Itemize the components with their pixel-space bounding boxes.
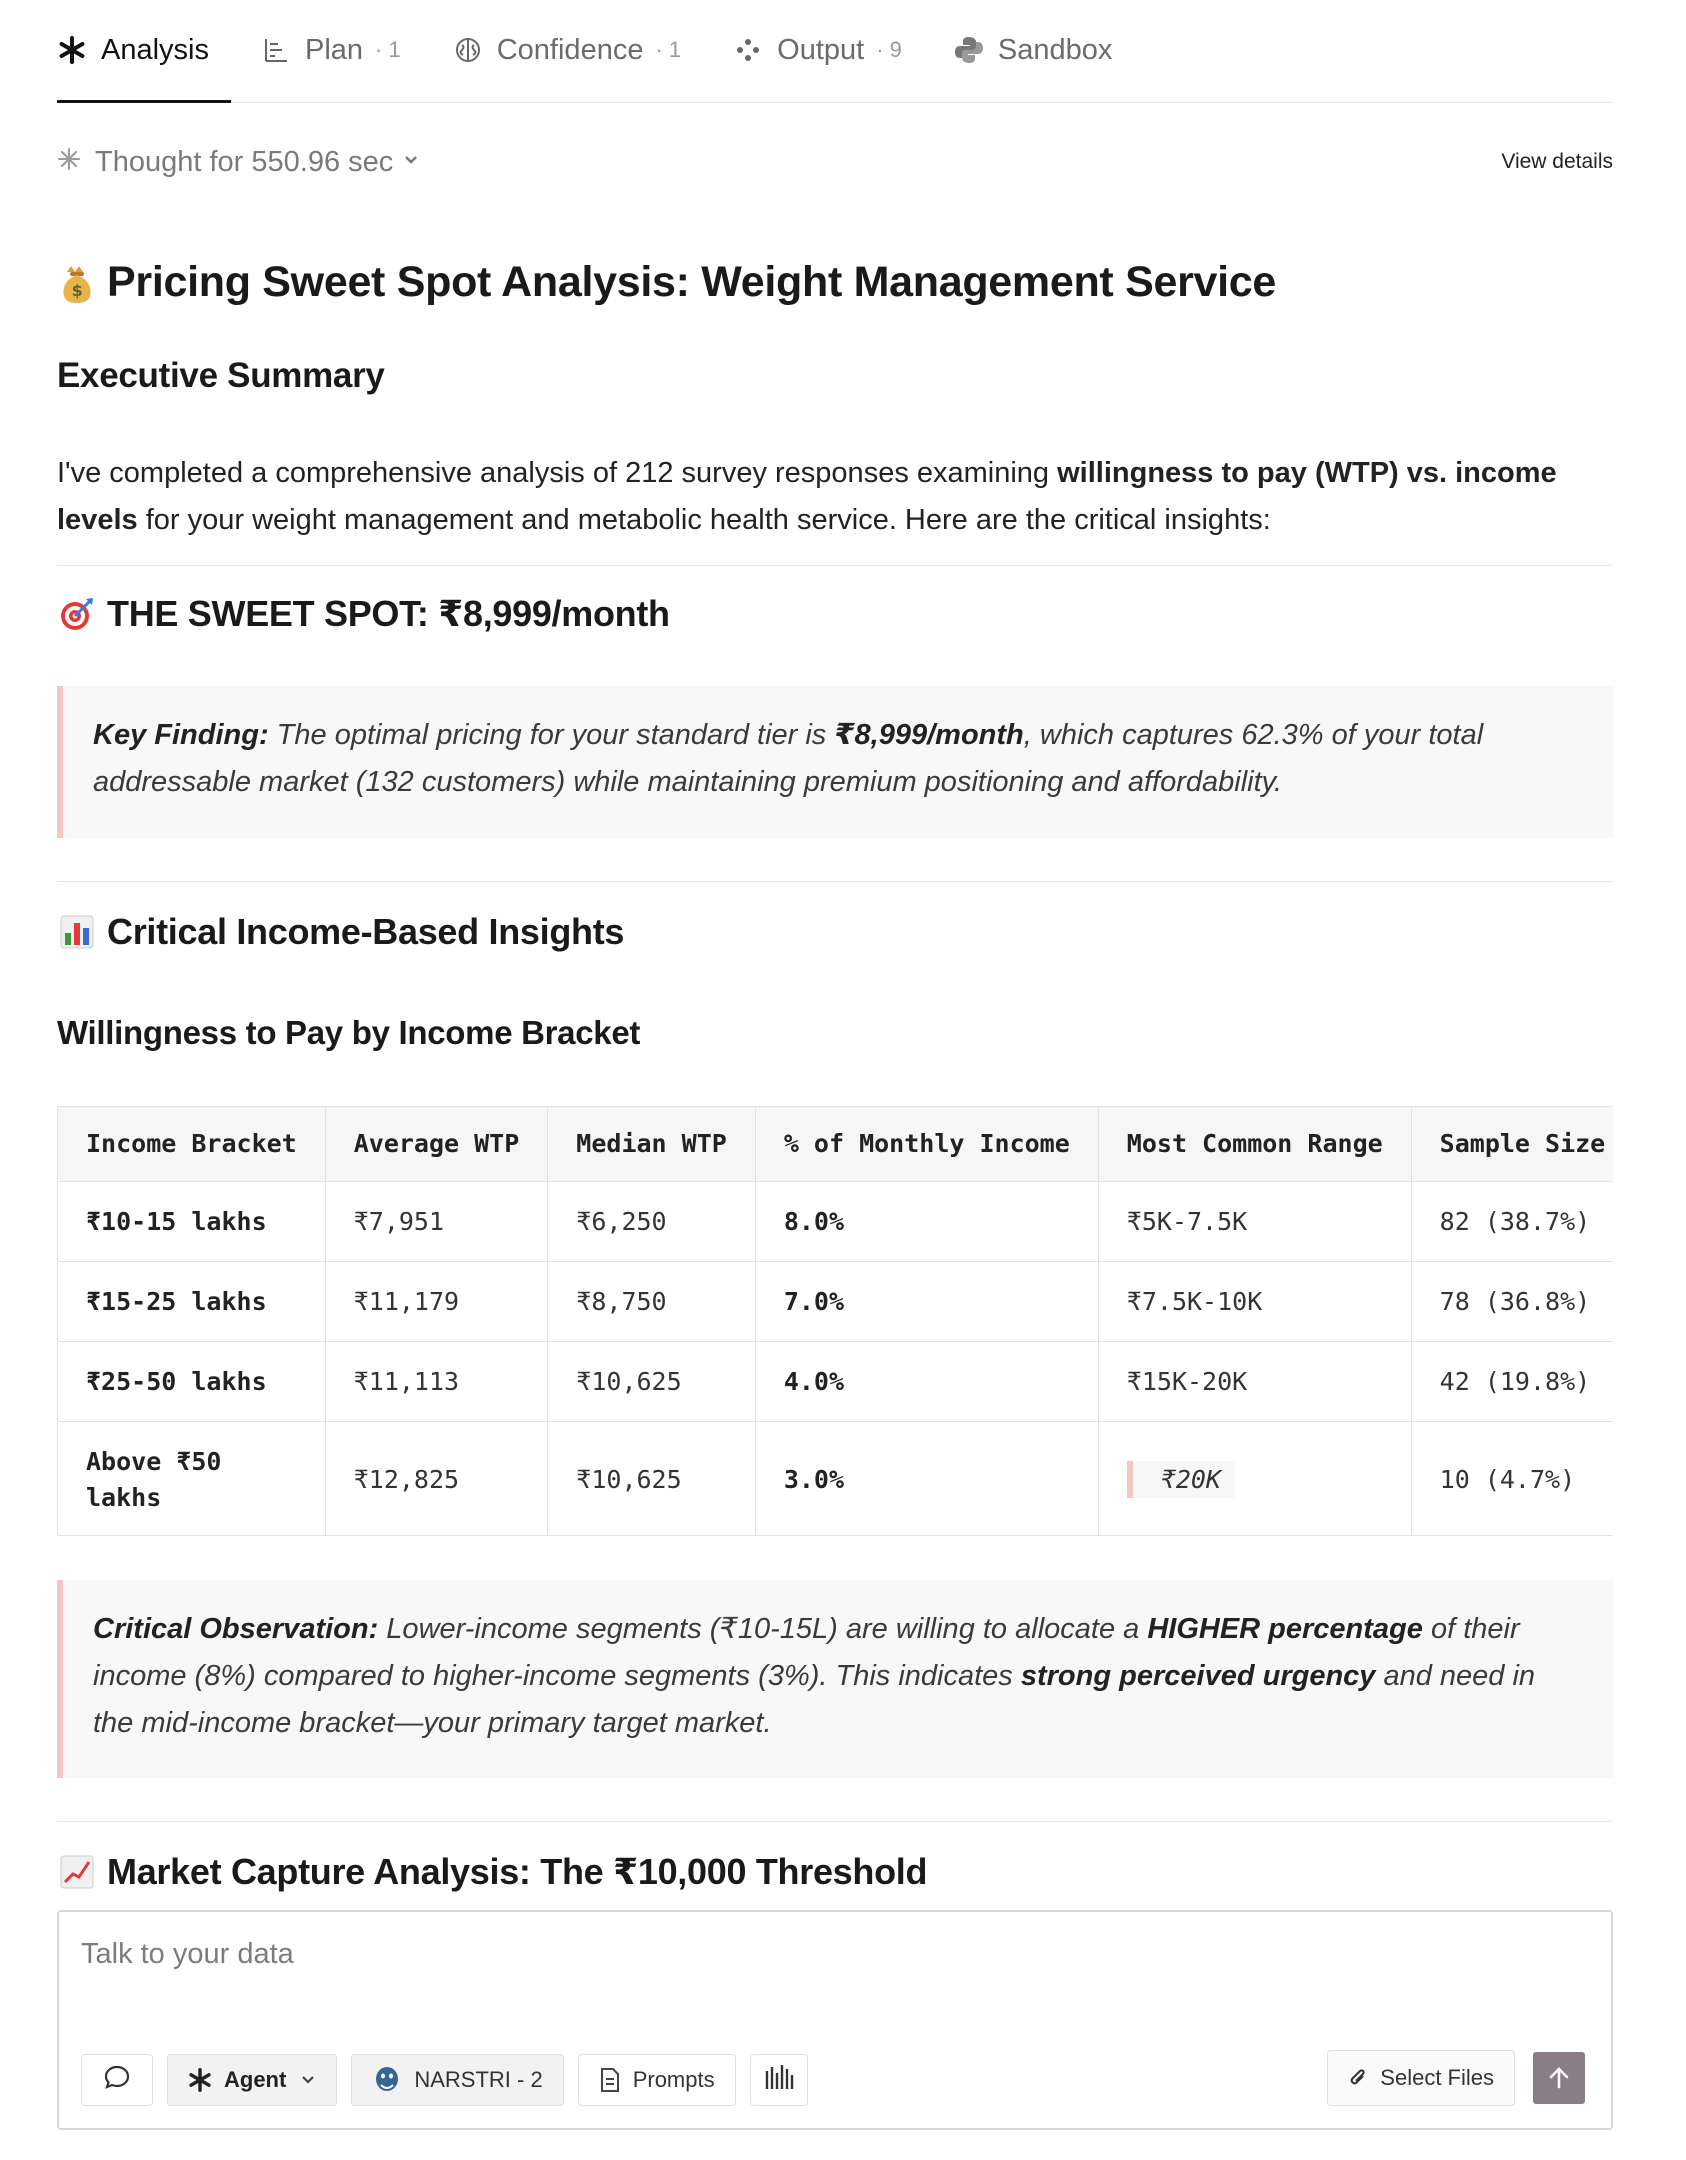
tab-label: Confidence (496, 33, 644, 66)
main-content (57, 0, 1613, 2092)
key-finding-text-2: , which captures 62.3% of your total addressable market (132 customers) while maintaining premium positioning and affordability. (93, 719, 1484, 798)
tab-count: · 1 (655, 37, 682, 62)
select-files-button[interactable] (1327, 2050, 1515, 2106)
table-header-row (58, 1107, 1613, 1181)
cell: ₹6,250 (548, 1181, 756, 1261)
prompts-label: Prompts (632, 2067, 715, 2092)
observation-text-2: of their income (8%) compared to higher-income segments (3%). This indicates (93, 1613, 1520, 1692)
cell: ₹5K-7.5K (1098, 1181, 1411, 1261)
divider (57, 881, 1613, 882)
composer-toolbar (81, 2054, 822, 2106)
prompts-button[interactable] (578, 2054, 736, 2106)
tab-label: Sandbox (997, 33, 1113, 66)
cell: 42 (19.8%) (1411, 1341, 1613, 1421)
tab-confidence[interactable] (453, 0, 681, 100)
tab-bar (57, 0, 1613, 103)
wtp-table-container[interactable] (57, 1106, 1613, 1536)
tab-label: Output (777, 33, 865, 66)
cell: ₹15-25 lakhs (58, 1261, 325, 1341)
sparkle-icon (57, 147, 81, 178)
col-header: Most Common Range (1098, 1107, 1411, 1181)
intro-text-2: for your weight management and metabolic health service. Here are the critical insights: (137, 504, 1271, 536)
document-icon (599, 2067, 621, 2093)
executive-summary-heading: Executive Summary (57, 356, 385, 395)
agent-label: Agent (224, 2067, 287, 2092)
chat-composer (57, 1910, 1613, 2130)
col-header: Median WTP (548, 1107, 756, 1181)
cell: ₹25-50 lakhs (58, 1341, 325, 1421)
bar-list-icon (261, 35, 291, 65)
database-selector[interactable] (351, 2054, 563, 2106)
table-row (58, 1261, 1613, 1341)
target-icon (57, 592, 97, 636)
cell: ₹12,825 (325, 1421, 548, 1536)
tab-count: · 1 (375, 37, 401, 62)
nodes-icon (733, 35, 763, 65)
market-capture-text: Market Capture Analysis: The ₹10,000 Threshold (107, 1851, 928, 1892)
postgres-icon (372, 2065, 402, 2095)
key-finding-price: ₹8,999/month (834, 719, 1024, 751)
cell: 4.0% (755, 1341, 1098, 1421)
cell: 8.0% (755, 1181, 1098, 1261)
cell: 3.0% (755, 1421, 1098, 1536)
cell: ₹10,625 (548, 1341, 756, 1421)
col-header: Sample Size (1411, 1107, 1613, 1181)
sweet-spot-heading (57, 592, 670, 636)
tab-sandbox[interactable] (954, 0, 1113, 100)
thought-duration[interactable]: Thought for 550.96 sec (95, 145, 394, 178)
critical-observation-callout (57, 1580, 1613, 1778)
chat-input[interactable]: Talk to your data (81, 1938, 294, 1970)
observation-bold-2: strong perceived urgency (1020, 1660, 1376, 1692)
cell: Above ₹50 lakhs (58, 1421, 325, 1536)
table-title: Willingness to Pay by Income Bracket (57, 1014, 641, 1051)
observation-text: Lower-income segments (₹10-15L) are willing to allocate a (378, 1613, 1148, 1645)
insights-heading (57, 910, 624, 954)
view-details-link[interactable]: View details (1501, 150, 1613, 173)
col-header: Average WTP (325, 1107, 548, 1181)
thought-row (57, 138, 1613, 186)
table-row (58, 1421, 1613, 1536)
divider (57, 565, 1613, 566)
key-finding-label: Key Finding: (93, 719, 269, 751)
highlighted-range: ₹20K (1127, 1461, 1235, 1498)
cell: 10 (4.7%) (1411, 1421, 1613, 1536)
table-row (58, 1341, 1613, 1421)
insights-text: Critical Income-Based Insights (107, 911, 625, 952)
cell: ₹7,951 (325, 1181, 548, 1261)
database-label: NARSTRI - 2 (414, 2067, 543, 2092)
cell: ₹11,113 (325, 1341, 548, 1421)
asterisk-icon (188, 2068, 212, 2092)
cell: ₹10,625 (548, 1421, 756, 1536)
chat-mode-button[interactable] (81, 2054, 153, 2106)
tab-label: Analysis (101, 33, 209, 66)
tab-plan[interactable] (261, 0, 401, 100)
tab-analysis[interactable] (57, 0, 209, 100)
money-bag-icon (57, 261, 97, 305)
intro-paragraph (57, 450, 1613, 544)
chevron-down-icon (300, 2074, 316, 2086)
tab-label: Plan (305, 33, 364, 66)
page-title (57, 258, 1276, 307)
agent-dropdown[interactable] (167, 2054, 337, 2106)
svg-text:$: $ (71, 280, 83, 300)
chevron-down-icon[interactable] (403, 153, 419, 171)
tab-output[interactable] (733, 0, 902, 100)
sweet-spot-text: THE SWEET SPOT: ₹8,999/month (107, 593, 670, 634)
market-capture-heading (57, 1850, 927, 1894)
paperclip-icon (1348, 2066, 1368, 2090)
voice-input-button[interactable] (750, 2054, 808, 2106)
col-header: Income Bracket (58, 1107, 325, 1181)
intro-text: I've completed a comprehensive analysis of 212 survey responses examining (57, 457, 1058, 489)
cell: 82 (38.7%) (1411, 1181, 1613, 1261)
col-header: % of Monthly Income (755, 1107, 1098, 1181)
observation-label: Critical Observation: (93, 1613, 379, 1645)
cell: ₹11,179 (325, 1261, 548, 1341)
key-finding-callout (57, 686, 1613, 838)
trend-chart-icon (57, 1850, 97, 1894)
divider (57, 1821, 1613, 1822)
select-files-label: Select Files (1380, 2065, 1494, 2090)
cell: ₹10-15 lakhs (58, 1181, 325, 1261)
bar-chart-icon (57, 910, 97, 954)
chat-bubble-icon (103, 2063, 131, 2097)
wtp-table (58, 1107, 1613, 1536)
cell: ₹15K-20K (1098, 1341, 1411, 1421)
waveform-icon (764, 2063, 794, 2097)
cell (1098, 1421, 1411, 1536)
intro-bold: willingness to pay (WTP) vs. income levels (57, 457, 1557, 536)
cell: ₹8,750 (548, 1261, 756, 1341)
cell: 78 (36.8%) (1411, 1261, 1613, 1341)
cell: 7.0% (755, 1261, 1098, 1341)
arrow-up-icon (1546, 2065, 1572, 2091)
title-text: Pricing Sweet Spot Analysis: Weight Management Service (107, 258, 1277, 306)
tab-count: · 9 (876, 37, 902, 62)
python-icon (954, 35, 984, 65)
brain-icon (453, 35, 483, 65)
send-button[interactable] (1533, 2052, 1585, 2104)
composer-actions (1327, 2050, 1585, 2106)
asterisk-icon (57, 35, 87, 65)
table-row (58, 1181, 1613, 1261)
cell: ₹7.5K-10K (1098, 1261, 1411, 1341)
observation-bold: HIGHER percentage (1147, 1613, 1423, 1645)
key-finding-text: The optimal pricing for your standard tier is (268, 719, 835, 751)
observation-text-3: and need in the mid-income bracket—your primary target market. (93, 1660, 1536, 1739)
